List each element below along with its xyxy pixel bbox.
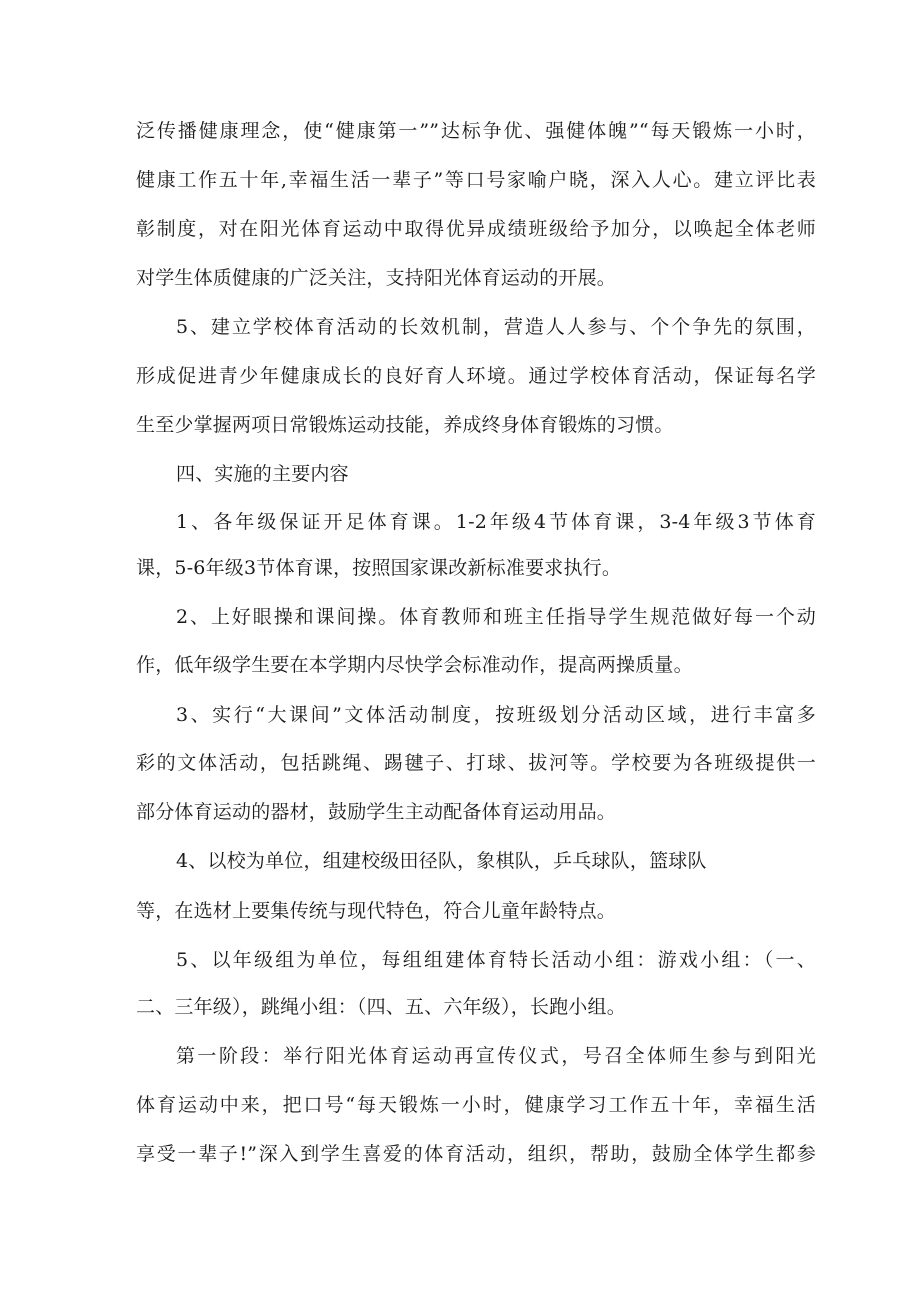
- text-line: 健康工作五十年,幸福生活一辈子”等口号家喻户晓，深入人心。建立评比表: [136, 169, 816, 191]
- text-line: 二、三年级），跳绳小组：（四、五、六年级），长跑小组。: [136, 996, 626, 1018]
- text-line: 第一阶段：举行阳光体育运动再宣传仪式，号召全体师生参与到阳光: [176, 1045, 816, 1067]
- text-line: 享受一辈子!”深入到学生喜爱的体育活动，组织，帮助，鼓励全体学生都参: [136, 1143, 816, 1165]
- text-line: 2、上好眼操和课间操。体育教师和班主任指导学生规范做好每一个动: [176, 606, 816, 628]
- text-line: 1、各年级保证开足体育课。1-2年级4节体育课，3-4年级3节体育: [176, 511, 816, 533]
- text-line: 彰制度，对在阳光体育运动中取得优异成绩班级给予加分，以唤起全体老师: [136, 218, 816, 240]
- text-line: 体育运动中来，把口号“每天锻炼一小时，健康学习工作五十年，幸福生活: [136, 1094, 816, 1116]
- text-line: 等，在选材上要集传统与现代特色，符合儿童年龄特点。: [136, 900, 617, 922]
- text-line: 对学生体质健康的广泛关注，支持阳光体育运动的开展。: [136, 267, 617, 289]
- text-line: 彩的文体活动，包括跳绳、踢毽子、打球、拔河等。学校要为各班级提供一: [136, 752, 816, 774]
- text-line: 生至少掌握两项日常锻炼运动技能，养成终身体育锻炼的习惯。: [136, 414, 674, 436]
- text-line: 形成促进青少年健康成长的良好育人环境。通过学校体育活动，保证每名学: [136, 365, 816, 387]
- text-line: 4、以校为单位，组建校级田径队，象棋队，乒乓球队，篮球队: [176, 850, 707, 872]
- section-heading: 四、实施的主要内容: [176, 463, 349, 485]
- text-line: 部分体育运动的器材，鼓励学生主动配备体育运动用品。: [136, 801, 617, 823]
- text-line: 泛传播健康理念，使“健康第一””达标争优、强健体魄”“每天锻炼一小时，: [136, 120, 816, 142]
- text-line: 作，低年级学生要在本学期内尽快学会标准动作，提高两操质量。: [136, 654, 693, 676]
- text-line: 3、实行“大课间”文体活动制度，按班级划分活动区域，进行丰富多: [176, 704, 816, 726]
- text-line: 5、建立学校体育活动的长效机制，营造人人参与、个个争先的氛围，: [176, 316, 816, 338]
- text-line: 5、以年级组为单位，每组组建体育特长活动小组：游戏小组：（一、: [176, 949, 816, 971]
- text-line: 课，5-6年级3节体育课，按照国家课改新标准要求执行。: [136, 557, 622, 579]
